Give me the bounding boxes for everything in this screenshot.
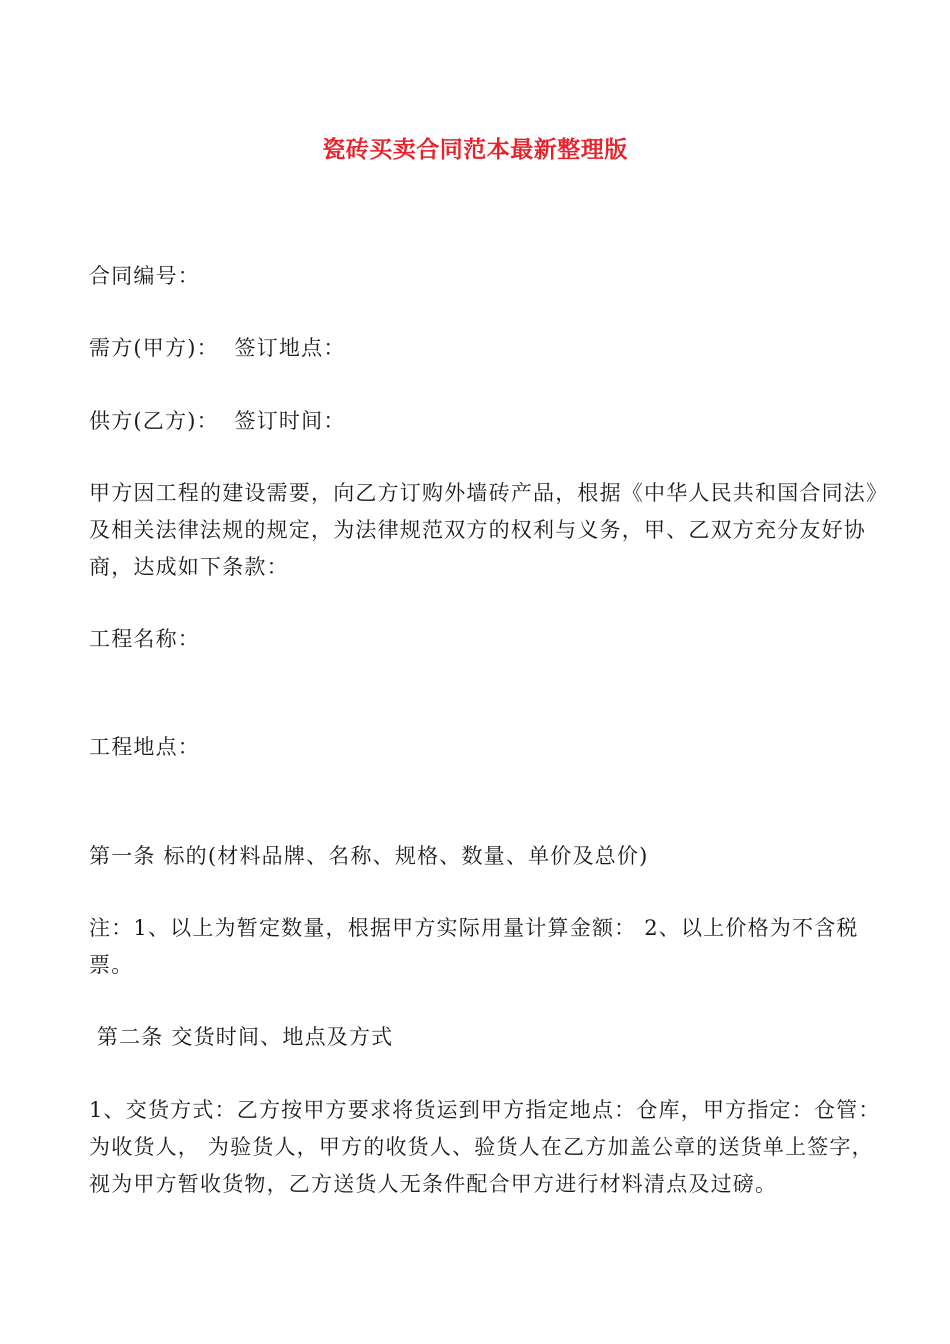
contract-number-label: 合同编号： [89, 264, 200, 288]
note-paragraph: 注：1、以上为暂定数量，根据甲方实际用量计算金额： 2、以上价格为不含税票。 [89, 916, 859, 977]
article-2-heading: 第二条 交货时间、地点及方式 [89, 1025, 394, 1049]
seller-line: 供方(乙方)： 签订时间： [89, 409, 346, 433]
buyer-line: 需方(甲方)： 签订地点： [89, 336, 346, 360]
article-1-heading: 第一条 标的(材料品牌、名称、规格、数量、单价及总价) [89, 844, 649, 868]
project-location-label: 工程地点： [89, 735, 200, 759]
project-name-label: 工程名称： [89, 627, 200, 651]
delivery-clause: 1、交货方式：乙方按甲方要求将货运到甲方指定地点：仓库，甲方指定：仓管： 为收货人， 为验货人，甲方的收货人、验货人在乙方加盖公章的送货单上签字，视为甲方暂收货物，乙方送货人无条件配合甲方进行材料清点及过磅。 [89, 1098, 889, 1196]
document-title: 瓷砖买卖合同范本最新整理版 [322, 137, 628, 163]
preamble-paragraph: 甲方因工程的建设需要，向乙方订购外墙砖产品，根据《中华人民共和国合同法》及相关法律法规的规定，为法律规范双方的权利与义务，甲、乙双方充分友好协商，达成如下条款： [89, 481, 889, 579]
